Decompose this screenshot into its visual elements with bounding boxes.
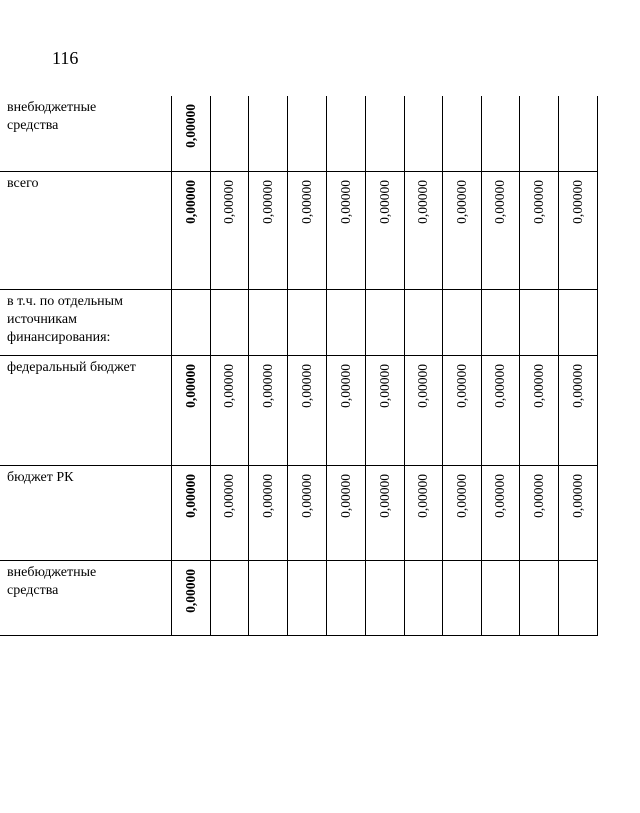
- value-cell: [248, 96, 287, 171]
- row-label-line: в т.ч. по отдельным: [7, 293, 123, 309]
- value-cell: [481, 171, 519, 289]
- value-cell: [287, 171, 326, 289]
- cell-value: 0,00000: [415, 179, 430, 224]
- value-cell: [481, 96, 519, 171]
- cell-value: 0,00000: [376, 363, 392, 408]
- value-cell: [287, 289, 326, 355]
- value-cell: [442, 289, 481, 355]
- cell-value: 0,00000: [530, 473, 546, 518]
- row-label-line: внебюджетные: [7, 100, 97, 115]
- row-label: [0, 171, 171, 289]
- value-cell: [248, 560, 287, 635]
- value-cell: [442, 465, 481, 560]
- value-cell: [519, 560, 558, 635]
- value-cell: [404, 465, 442, 560]
- value-cell: [404, 560, 442, 635]
- cell-value: 0,00000: [221, 473, 236, 518]
- value-cell: [365, 289, 404, 355]
- cell-value: 0,00000: [530, 179, 546, 224]
- row-label-line: бюджет РК: [7, 469, 74, 485]
- value-cell: [558, 560, 597, 635]
- value-cell: [519, 465, 558, 560]
- row-label-line: источникам: [7, 311, 77, 327]
- cell-value: 0,00000: [259, 179, 275, 224]
- cell-value: 0,00000: [376, 179, 392, 224]
- cell-value: 0,00000: [259, 473, 275, 518]
- cell-value: 0,00000: [298, 473, 314, 518]
- table-row: [0, 96, 597, 171]
- row-label-line: финансирования:: [7, 329, 111, 345]
- value-cell: [287, 560, 326, 635]
- cell-value: 0,00000: [453, 363, 469, 408]
- value-cell: [287, 96, 326, 171]
- value-cell: [326, 560, 365, 635]
- total-cell: [171, 289, 210, 355]
- row-label: [0, 560, 171, 635]
- value-cell: [365, 355, 404, 465]
- value-cell: [442, 355, 481, 465]
- value-cell: [481, 355, 519, 465]
- value-cell: [519, 171, 558, 289]
- cell-value: 0,00000: [337, 179, 353, 224]
- cell-value: 0,00000: [259, 363, 275, 408]
- value-cell: [481, 289, 519, 355]
- row-label: [0, 465, 171, 560]
- value-cell: [442, 171, 481, 289]
- value-cell: [365, 465, 404, 560]
- value-cell: [210, 289, 248, 355]
- value-cell: [558, 171, 597, 289]
- value-cell: [519, 289, 558, 355]
- value-cell: [404, 96, 442, 171]
- value-cell: [210, 465, 248, 560]
- total-cell: [171, 355, 210, 465]
- value-cell: [210, 355, 248, 465]
- value-cell: [558, 465, 597, 560]
- value-cell: [365, 96, 404, 171]
- table-row: [0, 289, 597, 355]
- row-label: [0, 355, 171, 465]
- cell-value: 0,00000: [221, 363, 236, 408]
- cell-value: 0,00000: [415, 363, 430, 408]
- value-cell: [248, 355, 287, 465]
- cell-value: 0,00000: [492, 473, 507, 518]
- total-cell: [171, 465, 210, 560]
- value-cell: [287, 355, 326, 465]
- value-cell: [519, 355, 558, 465]
- cell-value: 0,00000: [492, 179, 507, 224]
- value-cell: [481, 465, 519, 560]
- value-cell: [442, 96, 481, 171]
- cell-value: 0,00000: [453, 179, 469, 224]
- cell-value: 0,00000: [453, 473, 469, 518]
- value-cell: [248, 171, 287, 289]
- table-row: [0, 560, 597, 635]
- row-label-line: внебюджетные: [7, 564, 97, 580]
- total-value: 0,00000: [182, 568, 198, 613]
- cell-value: 0,00000: [569, 473, 585, 518]
- value-cell: [519, 96, 558, 171]
- value-cell: [442, 560, 481, 635]
- total-value: 0,00000: [182, 363, 198, 408]
- value-cell: [326, 96, 365, 171]
- value-cell: [404, 355, 442, 465]
- row-label: [0, 289, 171, 355]
- cell-value: 0,00000: [298, 363, 314, 408]
- cell-value: 0,00000: [337, 363, 353, 408]
- value-cell: [287, 465, 326, 560]
- value-cell: [326, 355, 365, 465]
- page-number: 116: [52, 48, 79, 68]
- value-cell: [365, 171, 404, 289]
- row-label-line: средства: [7, 582, 59, 598]
- total-cell: [171, 171, 210, 289]
- value-cell: [558, 289, 597, 355]
- value-cell: [248, 289, 287, 355]
- value-cell: [365, 560, 404, 635]
- value-cell: [558, 355, 597, 465]
- cell-value: 0,00000: [569, 363, 585, 408]
- total-cell: [171, 96, 210, 171]
- value-cell: [326, 171, 365, 289]
- cell-value: 0,00000: [492, 363, 507, 408]
- value-cell: [558, 96, 597, 171]
- cell-value: 0,00000: [530, 363, 546, 408]
- value-cell: [210, 560, 248, 635]
- cell-value: 0,00000: [337, 473, 353, 518]
- table-row: [0, 171, 597, 289]
- row-label-line: федеральный бюджет: [7, 359, 136, 375]
- value-cell: [326, 465, 365, 560]
- value-cell: [404, 289, 442, 355]
- value-cell: [404, 171, 442, 289]
- financing-table: [0, 96, 598, 636]
- table-row: [0, 465, 597, 560]
- value-cell: [326, 289, 365, 355]
- total-value: 0,00000: [182, 473, 198, 518]
- value-cell: [481, 560, 519, 635]
- row-label-line: средства: [7, 118, 59, 133]
- row-label: [0, 96, 171, 171]
- table-row: [0, 355, 597, 465]
- cell-value: 0,00000: [221, 179, 236, 224]
- value-cell: [210, 96, 248, 171]
- cell-value: 0,00000: [298, 179, 314, 224]
- total-cell: [171, 560, 210, 635]
- row-label-line: всего: [7, 175, 39, 191]
- cell-value: 0,00000: [376, 473, 392, 518]
- total-value: 0,00000: [182, 104, 198, 148]
- value-cell: [248, 465, 287, 560]
- cell-value: 0,00000: [569, 179, 585, 224]
- total-value: 0,00000: [182, 179, 198, 224]
- cell-value: 0,00000: [415, 473, 430, 518]
- value-cell: [210, 171, 248, 289]
